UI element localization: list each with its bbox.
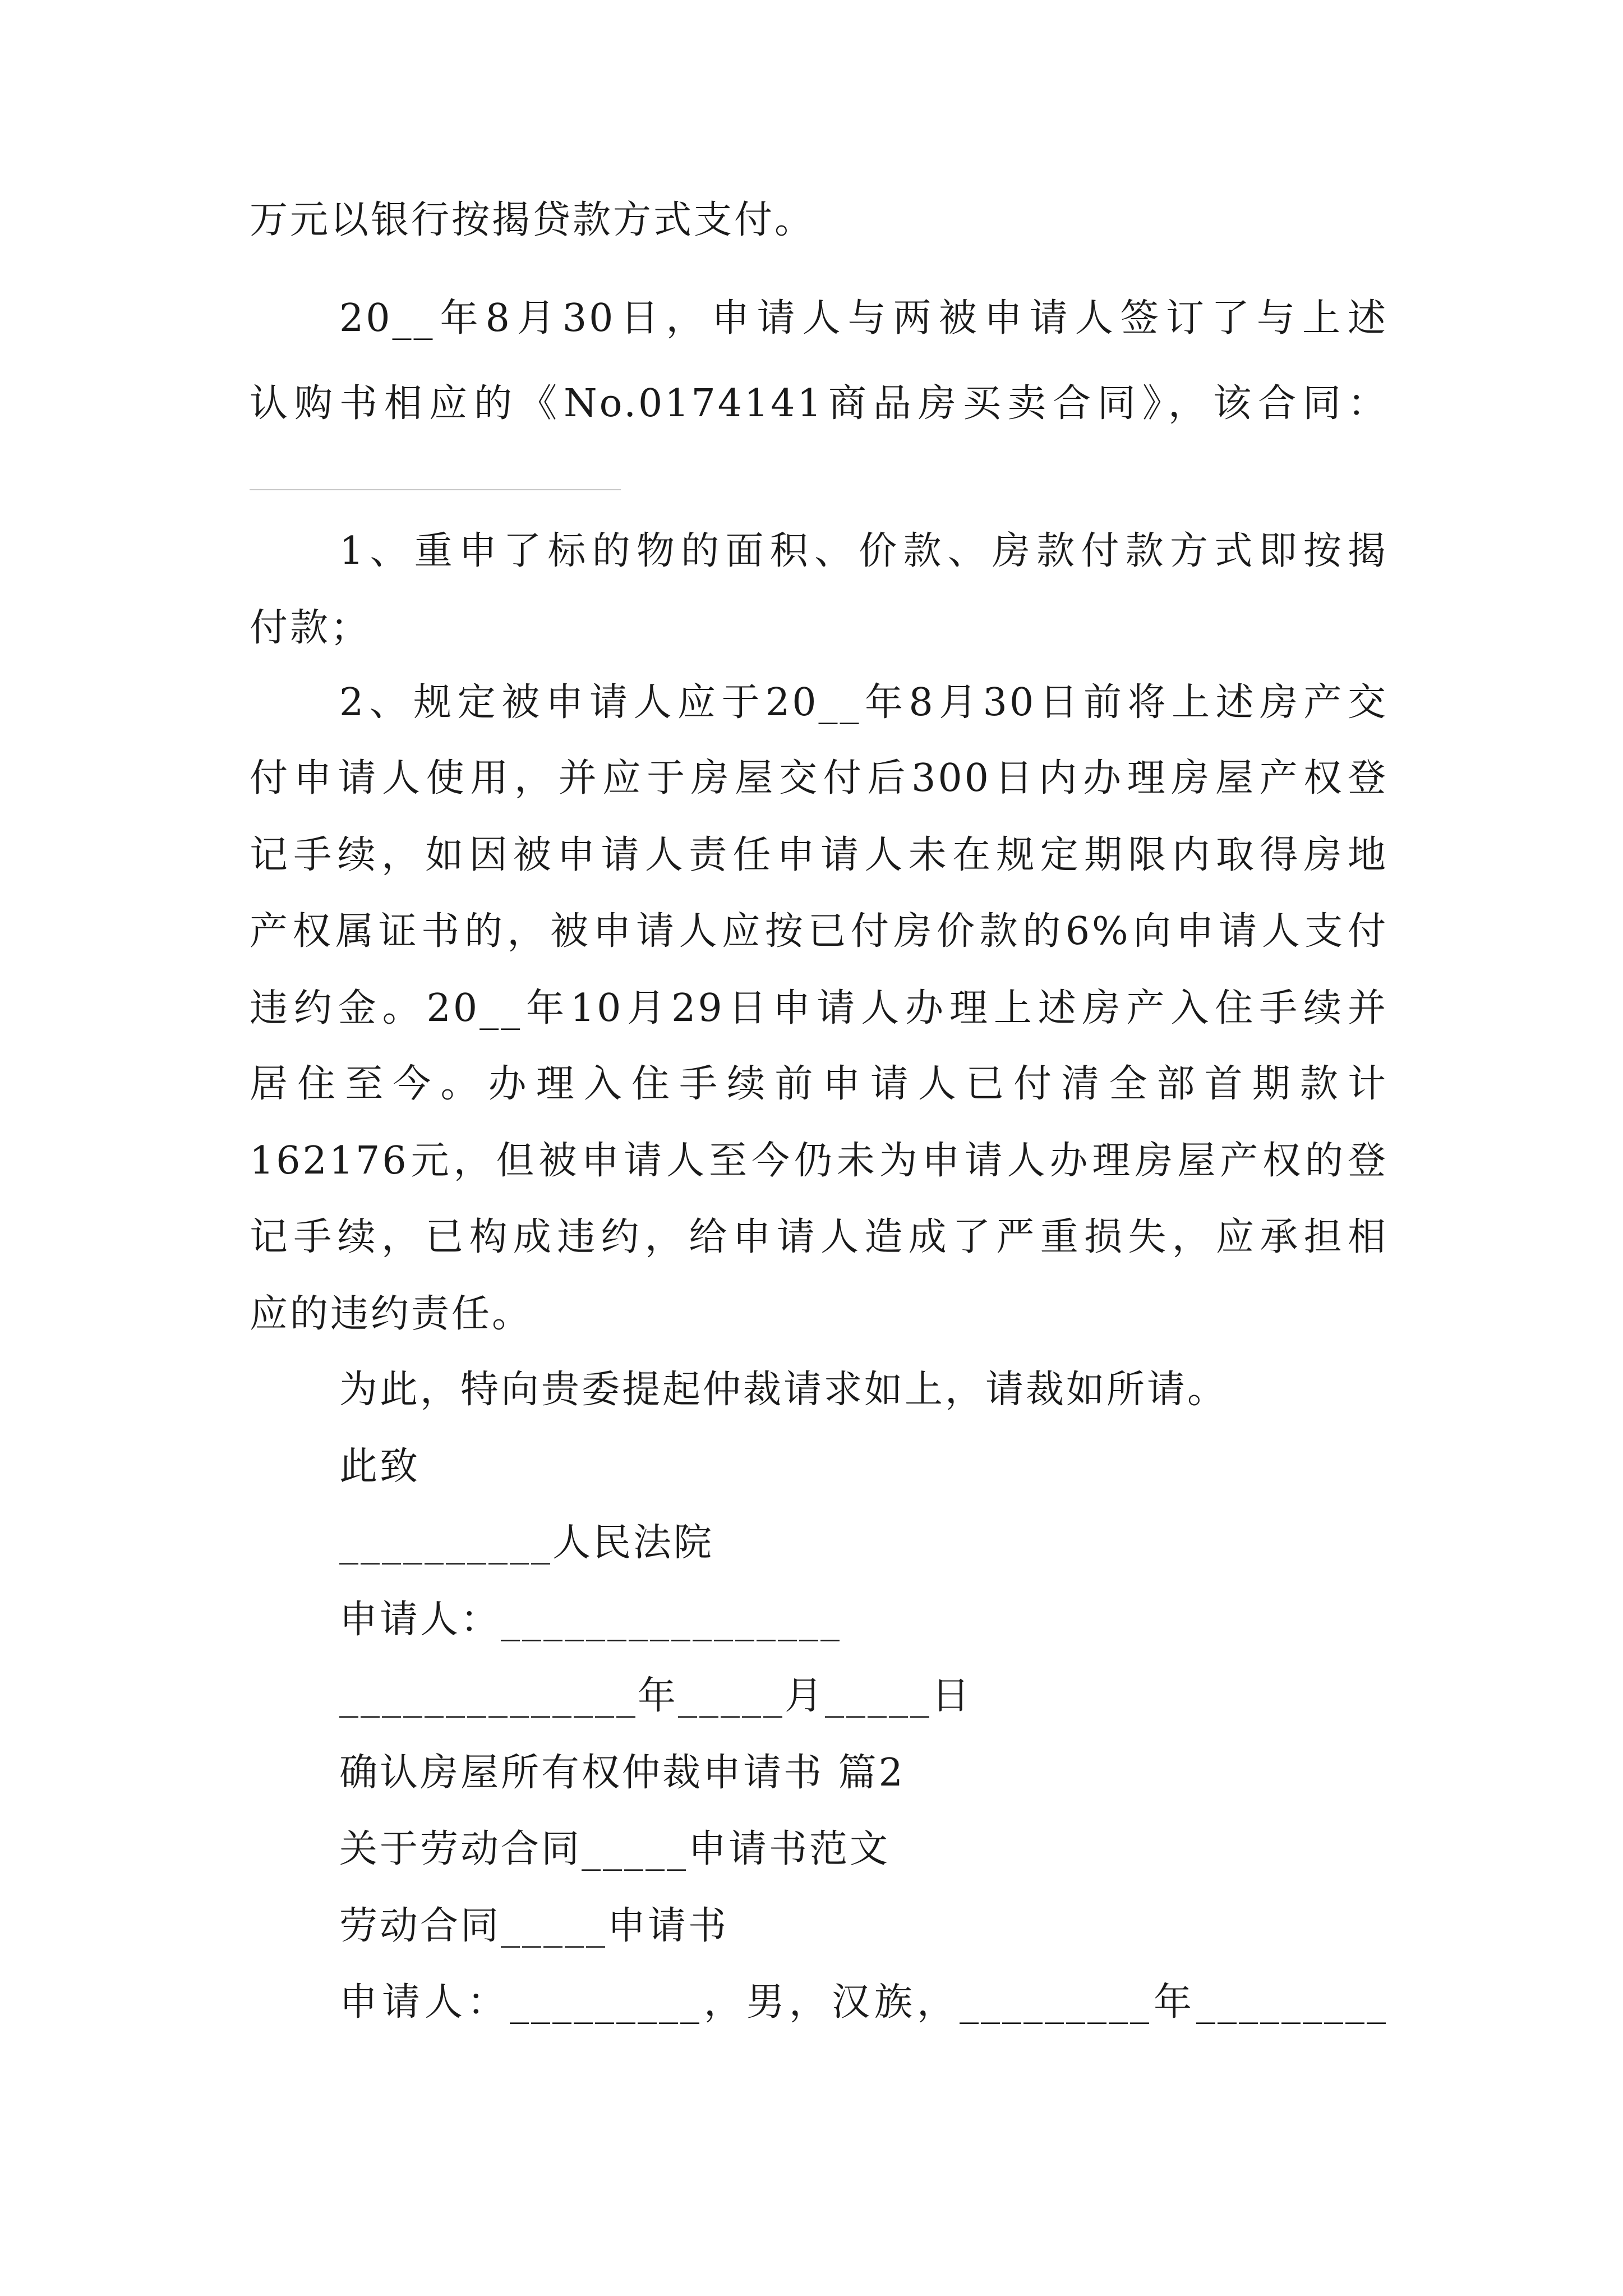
text-line-5: 付款； bbox=[250, 606, 371, 650]
applicant-info-line: 申请人：_________，男，汉族，_________年_________ bbox=[339, 1980, 1388, 2024]
text-line-3: 认购书相应的《No.0174141商品房买卖合同》，该合同： bbox=[250, 381, 1388, 426]
text-line-12: 162176元，但被申请人至今仍未为申请人办理房屋产权的登 bbox=[250, 1139, 1388, 1183]
applicant-signature-line: 申请人：________________ bbox=[339, 1598, 842, 1642]
text-line-9: 产权属证书的，被申请人应按已付房价款的6%向申请人支付 bbox=[250, 909, 1388, 954]
section-divider bbox=[250, 489, 621, 490]
text-line-1: 万元以银行按揭贷款方式支付。 bbox=[250, 198, 815, 242]
heading-line: 劳动合同_____申请书 bbox=[339, 1904, 729, 1948]
text-line-2: 20__年8月30日，申请人与两被申请人签订了与上述 bbox=[339, 296, 1388, 341]
text-line-4: 1、重申了标的物的面积、价款、房款付款方式即按揭 bbox=[339, 529, 1388, 573]
text-line-6: 2、规定被申请人应于20__年8月30日前将上述房产交 bbox=[339, 680, 1388, 725]
court-line: __________人民法院 bbox=[339, 1521, 714, 1565]
text-line-14: 应的违约责任。 bbox=[250, 1292, 533, 1336]
text-line-13: 记手续，已构成违约，给申请人造成了严重损失，应承担相 bbox=[250, 1215, 1388, 1259]
subtitle-line: 关于劳动合同_____申请书范文 bbox=[339, 1827, 891, 1871]
date-line: ______________年_____月_____日 bbox=[339, 1674, 972, 1718]
text-line-11: 居住至今。办理入住手续前申请人已付清全部首期款计 bbox=[250, 1062, 1388, 1106]
salutation: 此致 bbox=[339, 1444, 421, 1489]
text-line-7: 付申请人使用，并应于房屋交付后300日内办理房屋产权登 bbox=[250, 756, 1388, 800]
section-title: 确认房屋所有权仲裁申请书 篇2 bbox=[339, 1751, 905, 1795]
text-line-10: 违约金。20__年10月29日申请人办理上述房产入住手续并 bbox=[250, 986, 1388, 1030]
text-line-15: 为此，特向贵委提起仲裁请求如上，请裁如所请。 bbox=[339, 1368, 1228, 1412]
text-line-8: 记手续，如因被申请人责任申请人未在规定期限内取得房地 bbox=[250, 833, 1388, 877]
